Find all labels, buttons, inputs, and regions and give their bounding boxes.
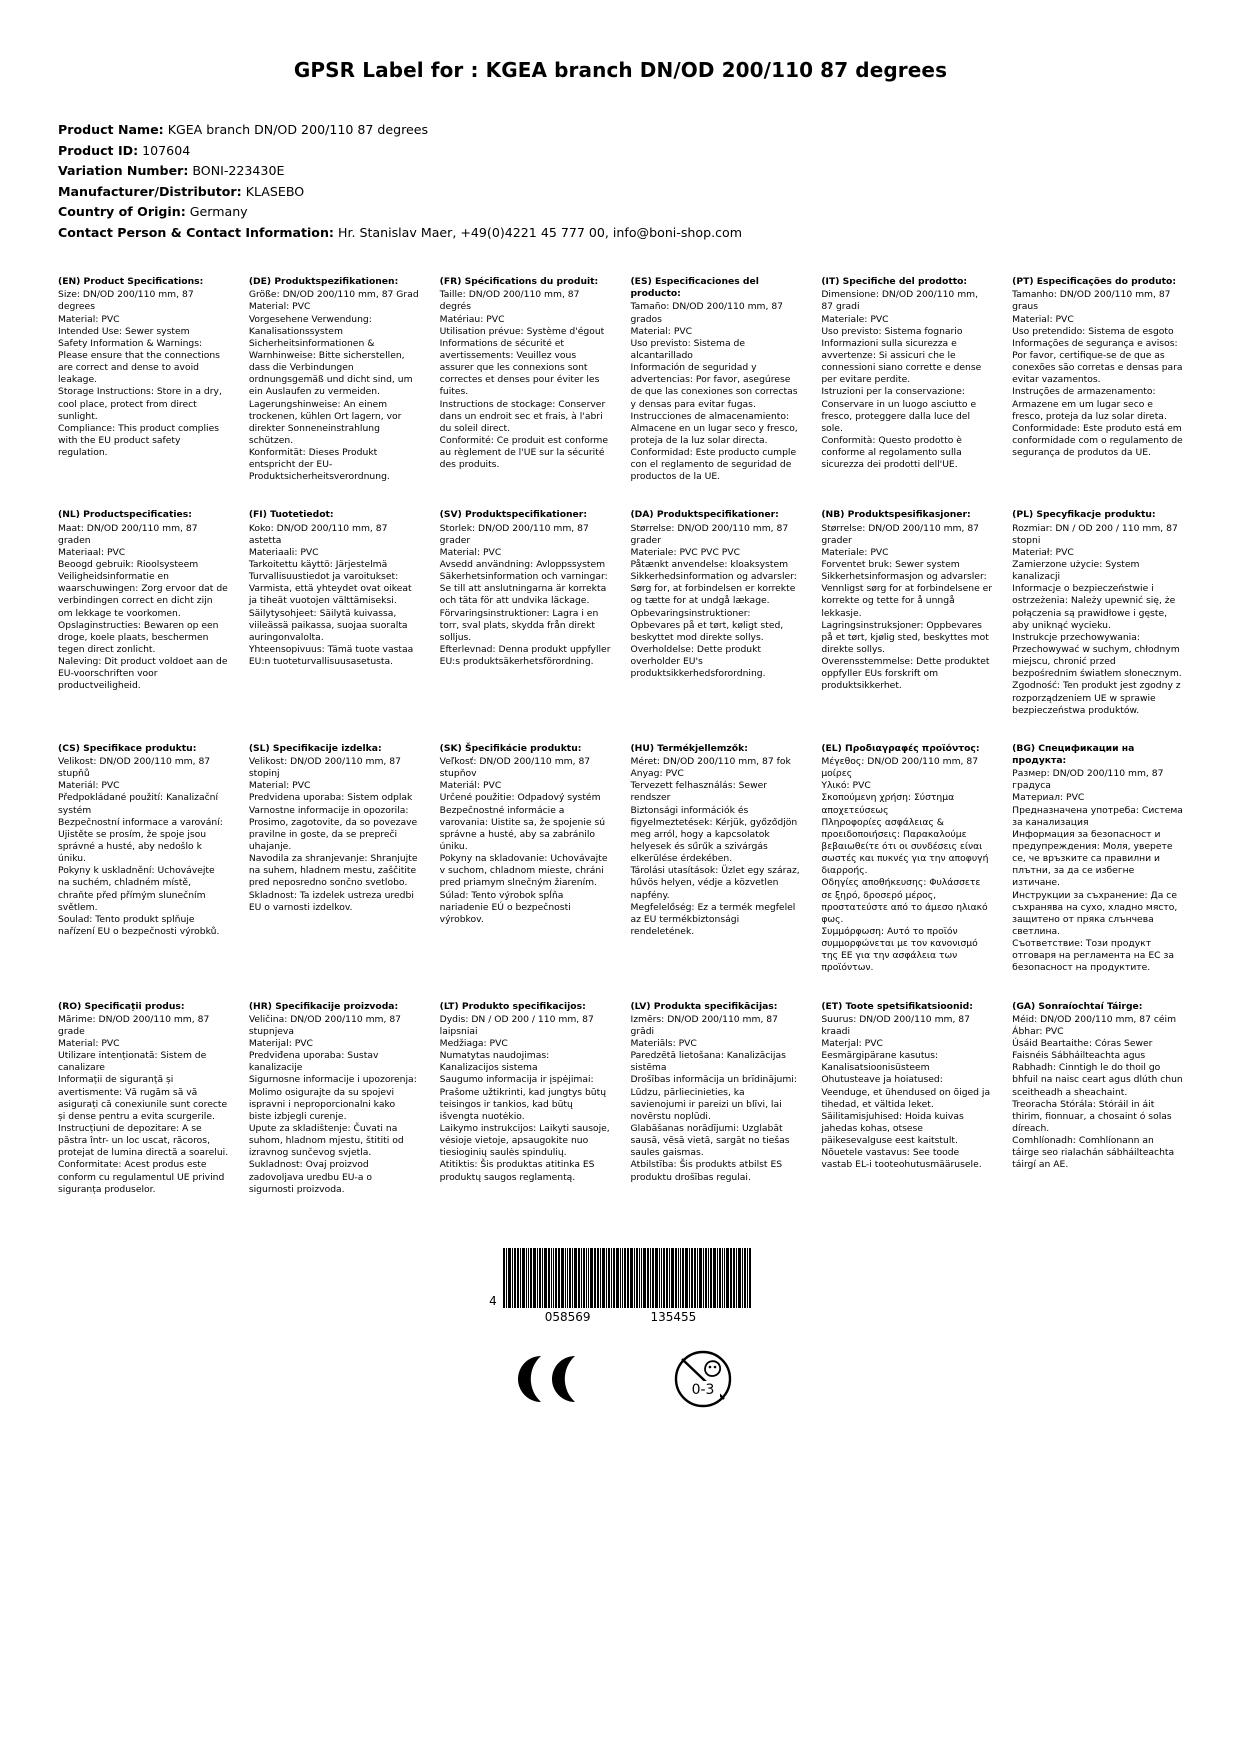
spec-block-fr [440,276,611,509]
spec-line-compliance: Atbilstība: Šis produkts atbilst ES produktu drošības regulai. [630,1159,783,1183]
meta-label: Country of Origin: [58,204,186,220]
spec-line-storage: Glabāšanas norādījumi: Uzglabāt sausā, vēsā vietā, sargāt no tiešas saules gaismas. [630,1122,790,1159]
spec-line-storage: Treoracha Stórála: Stóráil in áit thirim, fionnuar, a chosaint ó solas díreach. [1012,1098,1172,1134]
spec-line-storage: Lagerungshinweise: An einem trockenen, kühlen Ort lagern, vor direkter Sonneneinstrahlung schützen. [248,398,402,446]
spec-line-storage: Storage Instructions: Store in a dry, cool place, protect from direct sunlight. [58,386,222,422]
spec-line-safety: Bezpečnostní informace a varování: Ujistěte se prosím, že spoje jsou správné a husté, aby nedošlo k úniku. [58,816,223,865]
spec-line-size: Tamanho: DN/OD 200/110 mm, 87 graus [1012,289,1171,313]
meta-value: Germany [189,204,248,220]
spec-heading: (SL) Specifikacije izdelka: [248,742,382,754]
spec-line-intended-use: Predviđena uporaba: Sustav kanalizacije [248,1050,379,1074]
spec-block-sv [440,509,611,742]
spec-line-safety: Veiligheidsinformatie en waarschuwingen: Zorg ervoor dat de verbindingen correct en dicht zijn om lekkage te voorkomen. [58,571,228,619]
spec-line-size: Rozmiar: DN / OD 200 / 110 mm, 87 stopni [1012,522,1178,546]
compliance-marks [501,1348,741,1410]
spec-line-storage: Οδηγίες αποθήκευσης: Φυλάσσετε σε ξηρό, δροσερό μέρος, προστατεύστε από το άμεσο ηλιακό φως. [821,877,988,925]
spec-line-size: Izmērs: DN/OD 200/110 mm, 87 grādi [630,1013,778,1037]
spec-line-storage: Säilytysohjeet: Säilytä kuivassa, viileässä paikassa, suojaa suoralta auringonvalolta. [248,607,408,643]
meta-row-country-of-origin [58,202,1183,222]
spec-line-intended-use: Eesmärgipärane kasutus: Kanalisatsioonisüsteem [821,1050,939,1074]
spec-block-sl [249,743,420,1001]
spec-line-intended-use: Určené použitie: Odpadový systém [439,792,601,804]
spec-line-safety: Säkerhetsinformation och varningar: Se till att anslutningarna är korrekta och täta för att undvika läckage. [439,571,608,607]
spec-line-compliance: Atitiktis: Šis produktas atitinka ES produktų saugos reglamentą. [439,1159,595,1183]
spec-line-compliance: Comhlíonadh: Comhlíonann an táirge seo rialachán sábháilteachta táirgí an AE. [1012,1135,1175,1171]
spec-line-compliance: Conformité: Ce produit est conforme au règlement de l'UE sur la sécurité des produits. [439,434,609,471]
spec-line-safety: Faisnéis Sábháilteachta agus Rabhadh: Cinntigh le do thoil go bhfuil na naisc ceart agus dlúth chun sceitheadh a sheachaint. [1012,1050,1183,1098]
spec-line-intended-use: Numatytas naudojimas: Kanalizacijos sistema [439,1050,550,1074]
spec-line-safety: Varnostne informacije in opozorila: Prosimo, zagotovite, da so povezave pravilne in goste, da se prepreči uhajanje. [248,804,418,852]
spec-line-material: Material: PVC [1012,313,1074,325]
spec-line-compliance: Nõuetele vastavus: See toode vastab EL-i tooteohutusmäärusele. [821,1147,982,1171]
meta-value: KLASEBO [245,183,305,199]
spec-line-compliance: Soulad: Tento produkt splňuje nařízení EU o bezpečnosti výrobků. [58,913,220,937]
spec-line-size: Veľkosť: DN/OD 200/110 mm, 87 stupňov [439,756,591,780]
spec-line-material: Materiale: PVC PVC PVC [630,546,741,558]
barcode-numbers [545,1310,697,1324]
meta-label: Variation Number: [58,163,189,179]
spec-line-compliance: Conformidade: Este produto está em conformidade com o regulamento de segurança de produtos da UE. [1012,422,1183,459]
spec-heading: (ES) Especificaciones del producto: [630,276,759,300]
spec-line-storage: Instrucciones de almacenamiento: Almacene en un lugar seco y fresco, proteja de la luz solar directa. [630,410,798,446]
meta-value: BONI-223430E [192,163,285,179]
spec-line-material: Material: PVC [58,313,120,325]
spec-line-storage: Instrucțiuni de depozitare: A se păstra într- un loc uscat, răcoros, protejat de lumina directă a soarelui. [58,1122,229,1159]
spec-line-compliance: Compliance: This product complies with the EU product safety regulation. [58,422,220,459]
spec-line-safety: Biztonsági információk és figyelmeztetések: Kérjük, győződjön meg arról, hogy a kapcsolatok helyesek és sűrűk a szivárgás elkerülése érdekében. [630,804,798,865]
spec-heading: (FI) Tuotetiedot: [248,509,334,521]
spec-line-material: Matériau: PVC [439,313,505,325]
spec-block-et [821,1001,992,1222]
age-warning-label: 0-3 [691,1381,714,1398]
spec-line-intended-use: Paredzētā lietošana: Kanalizācijas sistēma [630,1050,786,1074]
specifications-grid [58,276,1183,1222]
spec-line-compliance: Naleving: Dit product voldoet aan de EU-voorschriften voor productveiligheid. [58,656,228,692]
spec-line-safety: Drošības informācija un brīdinājumi: Lūdzu, pārliecinieties, ka savienojumi ir pareizi un blīvi, lai novērstu noplūdi. [630,1074,797,1122]
spec-line-intended-use: Intended Use: Sewer system [58,325,190,337]
spec-line-size: Taille: DN/OD 200/110 mm, 87 degrés [439,289,580,313]
spec-line-intended-use: Avsedd användning: Avloppssystem [439,559,606,571]
meta-label: Product ID: [58,142,139,158]
spec-line-material: Materiál: PVC [58,780,120,792]
barcode-left-number: 058569 [544,1309,591,1324]
spec-line-size: Maat: DN/OD 200/110 mm, 87 graden [58,522,198,546]
meta-label: Manufacturer/Distributor: [58,183,242,199]
spec-line-storage: Инструкции за съхранение: Да се съхранява на сухо, хладно място, защитено от пряка слънчева светлина. [1012,889,1178,937]
spec-heading: (EN) Product Specifications: [58,276,204,288]
spec-line-storage: Förvaringsinstruktioner: Lagra i en torr, sval plats, skydda från direkt solljus. [439,607,599,643]
spec-line-compliance: Overholdelse: Dette produkt overholder EU's produktsikkerhedsforordning. [630,644,766,680]
spec-heading: (RO) Specificații produs: [58,1000,185,1012]
spec-line-intended-use: Uso previsto: Sistema de alcantarillado [630,337,746,361]
spec-heading: (LV) Produkta specifikācijas: [630,1000,778,1012]
spec-block-sk [440,743,611,1001]
spec-block-cs [58,743,229,1001]
spec-line-material: Medžiaga: PVC [439,1037,508,1049]
label-footer [58,1248,1183,1410]
barcode-lead-digit: 4 [489,1293,497,1308]
spec-line-compliance: Overensstemmelse: Dette produktet oppfyller EUs forskrift om produktsikkerhet. [821,656,990,692]
spec-line-size: Größe: DN/OD 200/110 mm, 87 Grad [248,289,419,301]
spec-line-safety: Sikkerhedsinformation og advarsler: Sørg for, at forbindelsen er korrekte og tætte for at undgå lækage. [630,571,797,607]
spec-line-safety: Saugumo informacija ir įspėjimai: Prašome užtikrinti, kad jungtys būtų teisingos ir tankios, kad būtų išvengta nuotėkio. [439,1074,607,1122]
spec-line-material: Материал: PVC [1012,792,1085,804]
spec-heading: (PT) Especificações do produto: [1012,276,1177,288]
spec-line-storage: Pokyny k uskladnění: Uchovávejte na suchém, chladném místě, chraňte před přímým slunečním světlem. [58,865,215,913]
spec-line-intended-use: Predvidena uporaba: Sistem odplak [248,792,413,804]
spec-line-compliance: Sukladnost: Ovaj proizvod zadovoljava uredbu EU-a o sigurnosti proizvoda. [248,1159,372,1195]
spec-block-en [58,276,229,509]
spec-line-material: Materijal: PVC [248,1037,313,1049]
page-title: GPSR Label for : KGEA branch DN/OD 200/110 87 degrees [293,58,948,82]
spec-line-storage: Opbevaringsinstruktioner: Opbevares på et tørt, køligt sted, beskyttet mod direkte sollys. [630,607,784,643]
spec-line-intended-use: Uso pretendido: Sistema de esgoto [1012,325,1174,337]
spec-line-size: Veličina: DN/OD 200/110 mm, 87 stupnjeva [248,1013,402,1037]
spec-block-nl [58,509,229,742]
spec-line-size: Koko: DN/OD 200/110 mm, 87 astetta [248,522,388,546]
spec-line-material: Material: PVC [439,546,502,558]
spec-heading: (NB) Produktspesifikasjoner: [821,509,971,521]
spec-line-material: Materjal: PVC [821,1037,883,1049]
spec-heading: (IT) Specifiche del prodotto: [821,276,968,288]
spec-line-safety: Sicherheitsinformationen & Warnhinweise: Bitte sicherstellen, dass die Verbindungen ordnungsgemäß und dicht sind, um ein Auslaufen zu vermeiden. [248,337,413,398]
spec-line-intended-use: Utilisation prévue: Système d'égout [439,325,605,337]
spec-line-size: Storlek: DN/OD 200/110 mm, 87 grader [439,522,589,546]
spec-line-size: Size: DN/OD 200/110 mm, 87 degrees [58,289,194,313]
spec-line-size: Méid: DN/OD 200/110 mm, 87 céim [1012,1013,1177,1025]
meta-row-product-name [58,120,1183,140]
spec-line-material: Anyag: PVC [630,768,684,780]
ce-mark-icon [501,1348,611,1410]
spec-line-safety: Información de seguridad y advertencias: Por favor, asegúrese de que las conexiones son correctas y densas para evitar fugas. [630,362,798,410]
spec-block-el [821,743,992,1001]
spec-block-da [630,509,801,742]
spec-block-lv [630,1001,801,1222]
spec-line-intended-use: Σκοπούμενη χρήση: Σύστημα αποχετεύσεως [821,792,955,816]
spec-line-intended-use: Tarkoitettu käyttö: Järjestelmä [248,559,388,571]
spec-line-intended-use: Påtænkt anvendelse: kloaksystem [630,559,789,571]
spec-line-material: Material: PVC [58,1037,120,1049]
spec-line-material: Materiaal: PVC [58,546,126,558]
spec-line-safety: Informații de siguranță și avertismente: Vă rugăm să vă asigurați că conexiunile sunt corecte și dense pentru a evita scurgerile. [58,1074,228,1122]
spec-block-pl [1012,509,1183,742]
spec-block-de [249,276,420,509]
spec-heading: (BG) Спецификации на продукта: [1012,742,1135,767]
spec-line-material: Materiał: PVC [1012,546,1074,558]
meta-value: KGEA branch DN/OD 200/110 87 degrees [167,122,429,137]
spec-line-compliance: Konformität: Dieses Produkt entspricht der EU-Produktsicherheitsverordnung. [248,447,390,483]
spec-line-compliance: Conformitate: Acest produs este conform cu regulamentul UE privind siguranța produselor. [58,1159,225,1195]
barcode-right-number: 135455 [650,1309,697,1324]
spec-heading: (DA) Produktspecifikationer: [630,509,779,521]
spec-block-pt [1012,276,1183,509]
spec-line-compliance: Conformidad: Este producto cumple con el reglamento de seguridad de productos de la UE. [630,447,797,483]
spec-line-intended-use: Forventet bruk: Sewer system [821,559,960,571]
spec-line-safety: Информация за безопасност и предупреждения: Моля, уверете се, че връзките са правилни и плътни, за да се избегне изтичане. [1012,828,1173,889]
spec-heading: (NL) Productspecificaties: [58,509,192,521]
spec-line-material: Material: PVC [630,325,693,337]
spec-line-size: Méret: DN/OD 200/110 mm, 87 fok [630,756,791,768]
spec-block-it [821,276,992,509]
spec-line-size: Suurus: DN/OD 200/110 mm, 87 kraadi [821,1013,970,1037]
spec-block-hr [249,1001,420,1222]
spec-line-storage: Istruzioni per la conservazione: Conservare in un luogo asciutto e fresco, proteggere dalla luce del sole. [821,386,977,434]
spec-heading: (CS) Specifikace produktu: [58,742,197,754]
spec-line-compliance: Съответствие: Този продукт отговаря на регламента на ЕС за безопасност на продуктите. [1012,938,1174,974]
spec-heading: (HR) Specifikacije proizvoda: [248,1000,399,1012]
spec-line-material: Ábhar: PVC [1012,1025,1064,1037]
spec-block-ro [58,1001,229,1222]
spec-line-storage: Instructions de stockage: Conserver dans un endroit sec et frais, à l'abri du soleil direct. [439,398,606,434]
meta-value: Hr. Stanislav Maer, +49(0)4221 45 777 00, info@boni-shop.com [337,224,742,240]
spec-line-material: Materiál: PVC [439,780,502,792]
spec-line-intended-use: Utilizare intenționată: Sistem de canalizare [58,1050,207,1074]
spec-line-storage: Lagringsinstruksjoner: Oppbevares på et tørt, kjølig sted, beskyttes mot direkte sollys. [821,619,989,656]
spec-line-safety: Safety Information & Warnings: Please ensure that the connections are correct and dense to avoid leakage. [58,337,220,386]
meta-label: Contact Person & Contact Information: [58,224,334,240]
spec-line-compliance: Efterlevnad: Denna produkt uppfyller EU:s produktsäkerhetsförordning. [439,644,611,668]
spec-line-size: Mărime: DN/OD 200/110 mm, 87 grade [58,1013,210,1037]
spec-block-fi [249,509,420,742]
spec-line-safety: Informations de sécurité et avertissements: Veuillez vous assurer que les connexions sont correctes et denses pour éviter les fuites. [439,337,600,398]
spec-line-intended-use: Úsáid Beartaithe: Córas Sewer [1012,1037,1153,1049]
spec-block-es [630,276,801,509]
spec-line-storage: Instrukcje przechowywania: Przechowywać w suchym, chłodnym miejscu, chronić przed bezpośrednim światłem słonecznym. [1012,631,1182,680]
product-meta [58,120,1183,242]
spec-line-intended-use: Предназначена употреба: Система за канализация [1012,804,1183,828]
spec-block-ga [1012,1001,1183,1222]
meta-value: 107604 [142,142,191,158]
barcode [489,1248,752,1308]
spec-heading: (LT) Produkto specifikacijos: [439,1000,586,1012]
spec-heading: (GA) Sonraíochtaí Táirge: [1012,1000,1143,1012]
spec-line-size: Dydis: DN / OD 200 / 110 mm, 87 laipsniai [439,1013,594,1037]
spec-line-size: Tamaño: DN/OD 200/110 mm, 87 grados [630,301,784,325]
spec-line-compliance: Συμμόρφωση: Αυτό το προϊόν συμμορφώνεται με τον κανονισμό της ΕΕ για την ασφάλεια των προϊόντων. [821,925,978,974]
meta-row-product-id [58,141,1183,161]
spec-block-hu [630,743,801,1001]
spec-block-bg [1012,743,1183,1001]
spec-line-material: Material: PVC [248,780,311,792]
meta-label: Product Name: [58,122,164,137]
spec-heading: (DE) Produktspezifikationen: [248,276,399,288]
spec-line-safety: Informacje o bezpieczeństwie i ostrzeżenia: Należy upewnić się, że połączenia są prawidłowe i gęste, aby uniknąć wycieku. [1012,583,1176,631]
spec-block-nb [821,509,992,742]
spec-line-material: Material: PVC [248,301,311,313]
spec-line-compliance: Megfelelőség: Ez a termék megfelel az EU termékbiztonsági rendeletének. [630,901,796,937]
barcode-bars [503,1248,752,1308]
spec-line-compliance: Yhteensopivuus: Tämä tuote vastaa EU:n tuoteturvallisuusasetusta. [248,644,414,668]
spec-line-size: Dimensione: DN/OD 200/110 mm, 87 gradi [821,289,979,313]
spec-line-intended-use: Vorgesehene Verwendung: Kanalisationssystem [248,313,372,337]
spec-line-size: Velikost: DN/OD 200/110 mm, 87 stopinj [248,756,401,780]
spec-line-material: Materiale: PVC [821,313,889,325]
spec-line-material: Materiaali: PVC [248,546,319,558]
spec-line-storage: Tárolási utasítások: Üzlet egy száraz, hűvös helyen, védje a közvetlen napfény. [630,865,800,901]
spec-line-storage: Instruções de armazenamento: Armazene em um lugar seco e fresco, proteja da luz solar direta. [1012,386,1167,422]
meta-row-variation-number [58,161,1183,181]
spec-line-intended-use: Beoogd gebruik: Rioolsysteem [58,559,199,571]
spec-heading: (HU) Termékjellemzők: [630,742,748,754]
spec-heading: (ET) Toote spetsifikatsioonid: [821,1000,973,1012]
spec-line-size: Velikost: DN/OD 200/110 mm, 87 stupňů [58,756,211,780]
spec-line-safety: Bezpečnostné informácie a varovania: Uistite sa, že spojenie sú správne a husté, aby sa zabránilo úniku. [439,804,606,852]
meta-row-contact [58,223,1183,243]
spec-line-safety: Ohutusteave ja hoiatused: Veenduge, et ühendused on õiged ja tihedad, et vältida leket. [821,1074,991,1110]
spec-line-storage: Pokyny na skladovanie: Uchovávajte v suchom, chladnom mieste, chráni pred priamym slnečným žiarením. [439,853,608,889]
spec-line-size: Størrelse: DN/OD 200/110 mm, 87 grader [821,522,980,546]
spec-line-storage: Upute za skladištenje: Čuvati na suhom, hladnom mjestu, štititi od izravnog sunčevog svjetla. [248,1122,404,1159]
spec-line-storage: Laikymo instrukcijos: Laikyti sausoje, vėsioje vietoje, apsaugokite nuo tiesioginių saulės spindulių. [439,1122,610,1159]
spec-line-compliance: Zgodność: Ten produkt jest zgodny z rozporządzeniem UE w sprawie bezpieczeństwa produktów. [1012,680,1181,716]
spec-line-compliance: Conformità: Questo prodotto è conforme al regolamento sulla sicurezza dei prodotti dell'UE. [821,434,962,471]
spec-line-intended-use: Uso previsto: Sistema fognario [821,325,963,337]
spec-heading: (SV) Produktspecifikationer: [439,509,587,521]
spec-line-intended-use: Zamierzone użycie: System kanalizacji [1012,559,1140,583]
spec-line-safety: Informazioni sulla sicurezza e avvertenze: Si assicuri che le connessioni siano corrette e dense per evitare perdite. [821,337,982,386]
spec-line-compliance: Skladnost: Ta izdelek ustreza uredbi EU o varnosti izdelkov. [248,889,414,913]
spec-line-safety: Sigurnosne informacije i upozorenja: Molimo osigurajte da su spojevi ispravni i neproporcionalni kako biste izbjegli curenje. [248,1074,417,1122]
spec-heading: (EL) Προδιαγραφές προϊόντος: [821,742,980,754]
spec-line-material: Υλικό: PVC [821,780,871,792]
spec-line-safety: Informações de segurança e avisos: Por favor, certifique-se de que as conexões são corretas e densas para evitar vazamentos. [1012,337,1183,386]
spec-line-material: Materiāls: PVC [630,1037,697,1049]
spec-line-storage: Säilitamisjuhised: Hoida kuivas jahedas kohas, otsese päikesevalguse eest kaitstult. [821,1110,964,1147]
spec-line-size: Μέγεθος: DN/OD 200/110 mm, 87 μοίρες [821,756,979,780]
spec-heading: (FR) Spécifications du produit: [439,276,599,288]
spec-line-safety: Sikkerhetsinformasjon og advarsler: Vennligst sørg for at forbindelsene er korrekte og tette for å unngå lekkasje. [821,571,993,619]
spec-line-safety: Turvallisuustiedot ja varoitukset: Varmista, että yhteydet ovat oikeat ja tiheät vuotojen välttämiseksi. [248,571,412,607]
spec-line-intended-use: Tervezett felhasználás: Sewer rendszer [630,780,768,804]
spec-line-compliance: Súlad: Tento výrobok spĺňa nariadenie EÚ o bezpečnosti výrobkov. [439,889,571,925]
spec-line-size: Størrelse: DN/OD 200/110 mm, 87 grader [630,522,789,546]
spec-line-material: Materiale: PVC [821,546,889,558]
meta-row-manufacturer [58,182,1183,202]
spec-line-storage: Navodila za shranjevanje: Shranjujte na suhem, hladnem mestu, zaščitite pred neposredno sončno svetlobo. [248,853,418,889]
spec-block-lt [440,1001,611,1222]
spec-line-intended-use: Předpokládané použití: Kanalizační systém [58,792,219,816]
spec-heading: (SK) Špecifikácie produktu: [439,742,582,754]
spec-line-storage: Opslaginstructies: Bewaren op een droge, koele plaats, beschermen tegen direct zonlicht. [58,619,219,656]
spec-line-safety: Πληροφορίες ασφάλειας & προειδοποιήσεις: Παρακαλούμε βεβαιωθείτε ότι οι συνδέσεις είναι σωστές και πυκνές για την αποφυγή διαρροής. [821,816,989,877]
age-warning-0-3-icon [665,1348,741,1410]
spec-heading: (PL) Specyfikacje produktu: [1012,509,1156,521]
spec-line-size: Размер: DN/OD 200/110 mm, 87 градуса [1012,768,1164,792]
